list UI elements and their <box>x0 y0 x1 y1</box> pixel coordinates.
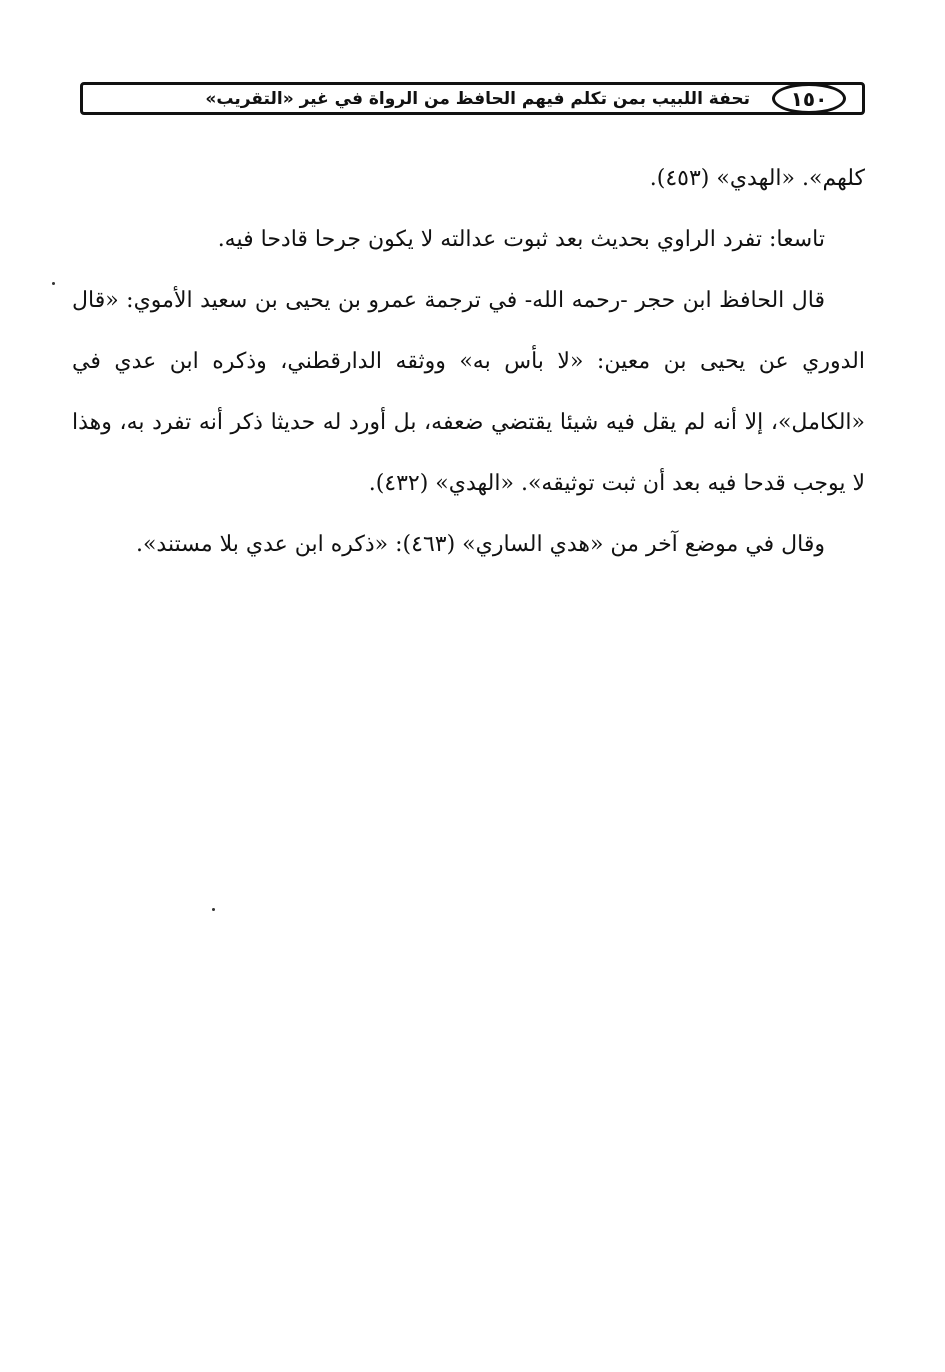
continuation-line: كلهم». «الهدي» (٤٥٣). <box>649 166 865 191</box>
scan-speck <box>52 282 55 285</box>
paragraph-ninth-point: تاسعا: تفرد الراوي بحديث بعد ثبوت عدالته لا يكون جرحا قادحا فيه. <box>217 227 825 252</box>
running-title: تحفة اللبيب بمن تكلم فيهم الحافظ من الرواة في غير «التقريب» <box>205 88 750 109</box>
scan-speck <box>212 908 215 911</box>
paragraph-ibn-hajar-quote: قال الحافظ ابن حجر -رحمه الله- في ترجمة عمرو بن يحيى بن سعيد الأموي: «قال الدوري عن يحيى بن معين: «لا بأس به» ووثقه الدارقطني، وذكره ابن عدي في «الكامل»، إلا أنه لم يقل فيه شيئا يقتضي ضعفه، بل أورد له حديثا ذكر أنه تفرد به، وهذا لا يوجب قدحا فيه بعد أن ثبت توثيقه». «الهدي» (٤٣٢). <box>72 288 865 496</box>
page-number: ١٥٠ <box>772 83 846 114</box>
page-body <box>72 148 865 575</box>
paragraph-hadi-al-sari: وقال في موضع آخر من «هدي الساري» (٤٦٣): «ذكره ابن عدي بلا مستند». <box>135 532 825 557</box>
running-header <box>80 82 865 115</box>
